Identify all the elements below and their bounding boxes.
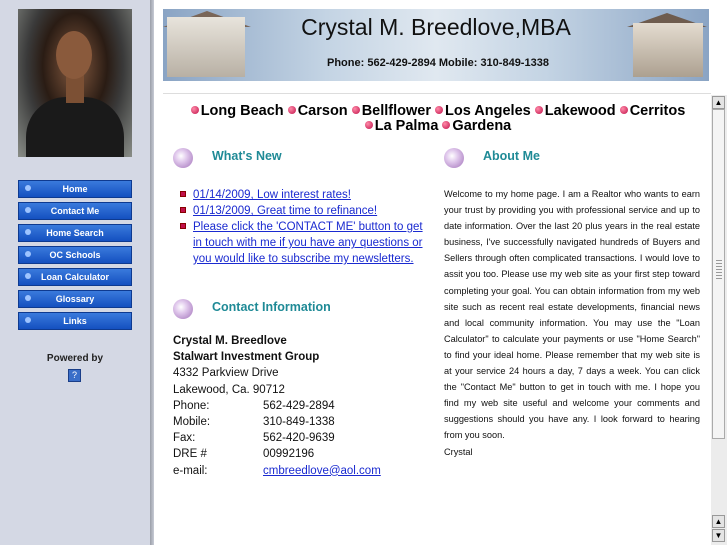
bullet-icon <box>191 106 199 114</box>
bullet-icon <box>288 106 296 114</box>
bullet-icon <box>180 207 186 213</box>
page-title: Crystal M. Breedlove,MBA <box>301 14 571 40</box>
city-item: Gardena <box>442 118 511 134</box>
bullet-icon <box>435 106 443 114</box>
bullet-icon <box>535 106 543 114</box>
city-item: Cerritos <box>620 103 686 119</box>
bullet-icon <box>25 207 31 213</box>
nav-glossary-button[interactable]: Glossary <box>18 290 132 308</box>
city-item: Lakewood <box>535 103 616 119</box>
news-link[interactable]: 01/14/2009, Low interest rates! <box>193 189 351 201</box>
nav-home-search-button[interactable]: Home Search <box>18 224 132 242</box>
news-link[interactable]: Please click the 'CONTACT ME' button to get in touch with me if you have any questions or you would like to subscribe my newsletters. <box>193 221 423 265</box>
news-item <box>180 203 434 219</box>
sidebar-divider <box>150 0 154 545</box>
bullet-icon <box>180 191 186 197</box>
contact-info <box>173 333 435 479</box>
contact-address-line: 4332 Parkview Drive <box>173 367 279 380</box>
email-link[interactable]: cmbreedlove@aol.com <box>263 464 381 477</box>
nav-links-button[interactable]: Links <box>18 312 132 330</box>
news-item <box>180 187 434 203</box>
section-orb-icon <box>173 299 193 319</box>
bullet-icon <box>25 229 31 235</box>
nav-oc-schools-button[interactable]: OC Schools <box>18 246 132 264</box>
contact-row: DRE # 00992196 <box>173 448 315 461</box>
city-item: La Palma <box>365 118 439 134</box>
about-text: Welcome to my home page. I am a Realtor who wants to earn your trust by providing you with professional service and up to date information. Over the last 20 plus years in the real estate business, I've successfully navigated hundreds of Buyers and Sellers through often complicated transactions. I would love to assit you too. Please use my web site as your first step toward completing your goal. You can obtain information from my web site such as recent real estate developments, financial news and local community information. You may use the "Loan Calculator" to calculate your payments or use "Home Search" to find your ideal home. Please remember that my web site is at your service 24 hours a day, 7 days a week. You can click the "Contact Me" button to get in touch with me. I hope you find my web site useful and welcome your comments and suggestions should you have any. I look forward to hearing from you soon. Crystal <box>444 189 700 457</box>
contact-company: Stalwart Investment Group <box>173 351 320 364</box>
scrollbar[interactable] <box>711 95 727 545</box>
section-orb-icon <box>173 148 193 168</box>
bullet-icon <box>25 185 31 191</box>
bullet-icon <box>180 223 186 229</box>
scroll-up-button[interactable]: ▲ <box>712 96 725 109</box>
scroll-up-button[interactable]: ▲ <box>712 515 725 528</box>
nav-contact-me-button[interactable]: Contact Me <box>18 202 132 220</box>
header-phones: Phone: 562-429-2894 Mobile: 310-849-1338 <box>327 57 549 69</box>
header-banner <box>163 9 709 81</box>
scroll-thumb[interactable] <box>712 109 725 439</box>
city-item: Carson <box>288 103 348 119</box>
section-orb-icon <box>444 148 464 168</box>
city-item: Long Beach <box>191 103 284 119</box>
whats-new-title: What's New <box>212 149 282 163</box>
bullet-icon <box>352 106 360 114</box>
about-title: About Me <box>483 149 540 163</box>
bullet-icon <box>25 273 31 279</box>
bullet-icon <box>25 295 31 301</box>
scroll-down-button[interactable]: ▼ <box>712 529 725 542</box>
agent-photo <box>18 9 132 157</box>
news-list <box>180 187 434 267</box>
bullet-icon <box>442 121 450 129</box>
city-item: Los Angeles <box>435 103 531 119</box>
bullet-icon <box>365 121 373 129</box>
contact-row: Phone: 562-429-2894 <box>173 399 335 412</box>
city-list <box>165 104 711 134</box>
bullet-icon <box>25 251 31 257</box>
powered-by-label: Powered by <box>46 353 104 364</box>
powered-by-logo-icon[interactable]: ? <box>68 369 81 382</box>
news-item <box>180 219 434 267</box>
signature: Crystal <box>444 446 473 457</box>
contact-row: e-mail: cmbreedlove@aol.com <box>173 463 435 479</box>
contact-row: Fax: 562-420-9639 <box>173 432 335 445</box>
bullet-icon <box>620 106 628 114</box>
nav-loan-calculator-button[interactable]: Loan Calculator <box>18 268 132 286</box>
city-item: Bellflower <box>352 103 431 119</box>
nav-home-button[interactable]: Home <box>18 180 132 198</box>
contact-name: Crystal M. Breedlove <box>173 335 287 347</box>
contact-title: Contact Information <box>212 300 331 314</box>
bullet-icon <box>25 317 31 323</box>
contact-address-line: Lakewood, Ca. 90712 <box>173 383 285 396</box>
grip-icon <box>716 260 722 280</box>
contact-row: Mobile: 310-849-1338 <box>173 416 335 429</box>
news-link[interactable]: 01/13/2009, Great time to refinance! <box>193 205 378 217</box>
